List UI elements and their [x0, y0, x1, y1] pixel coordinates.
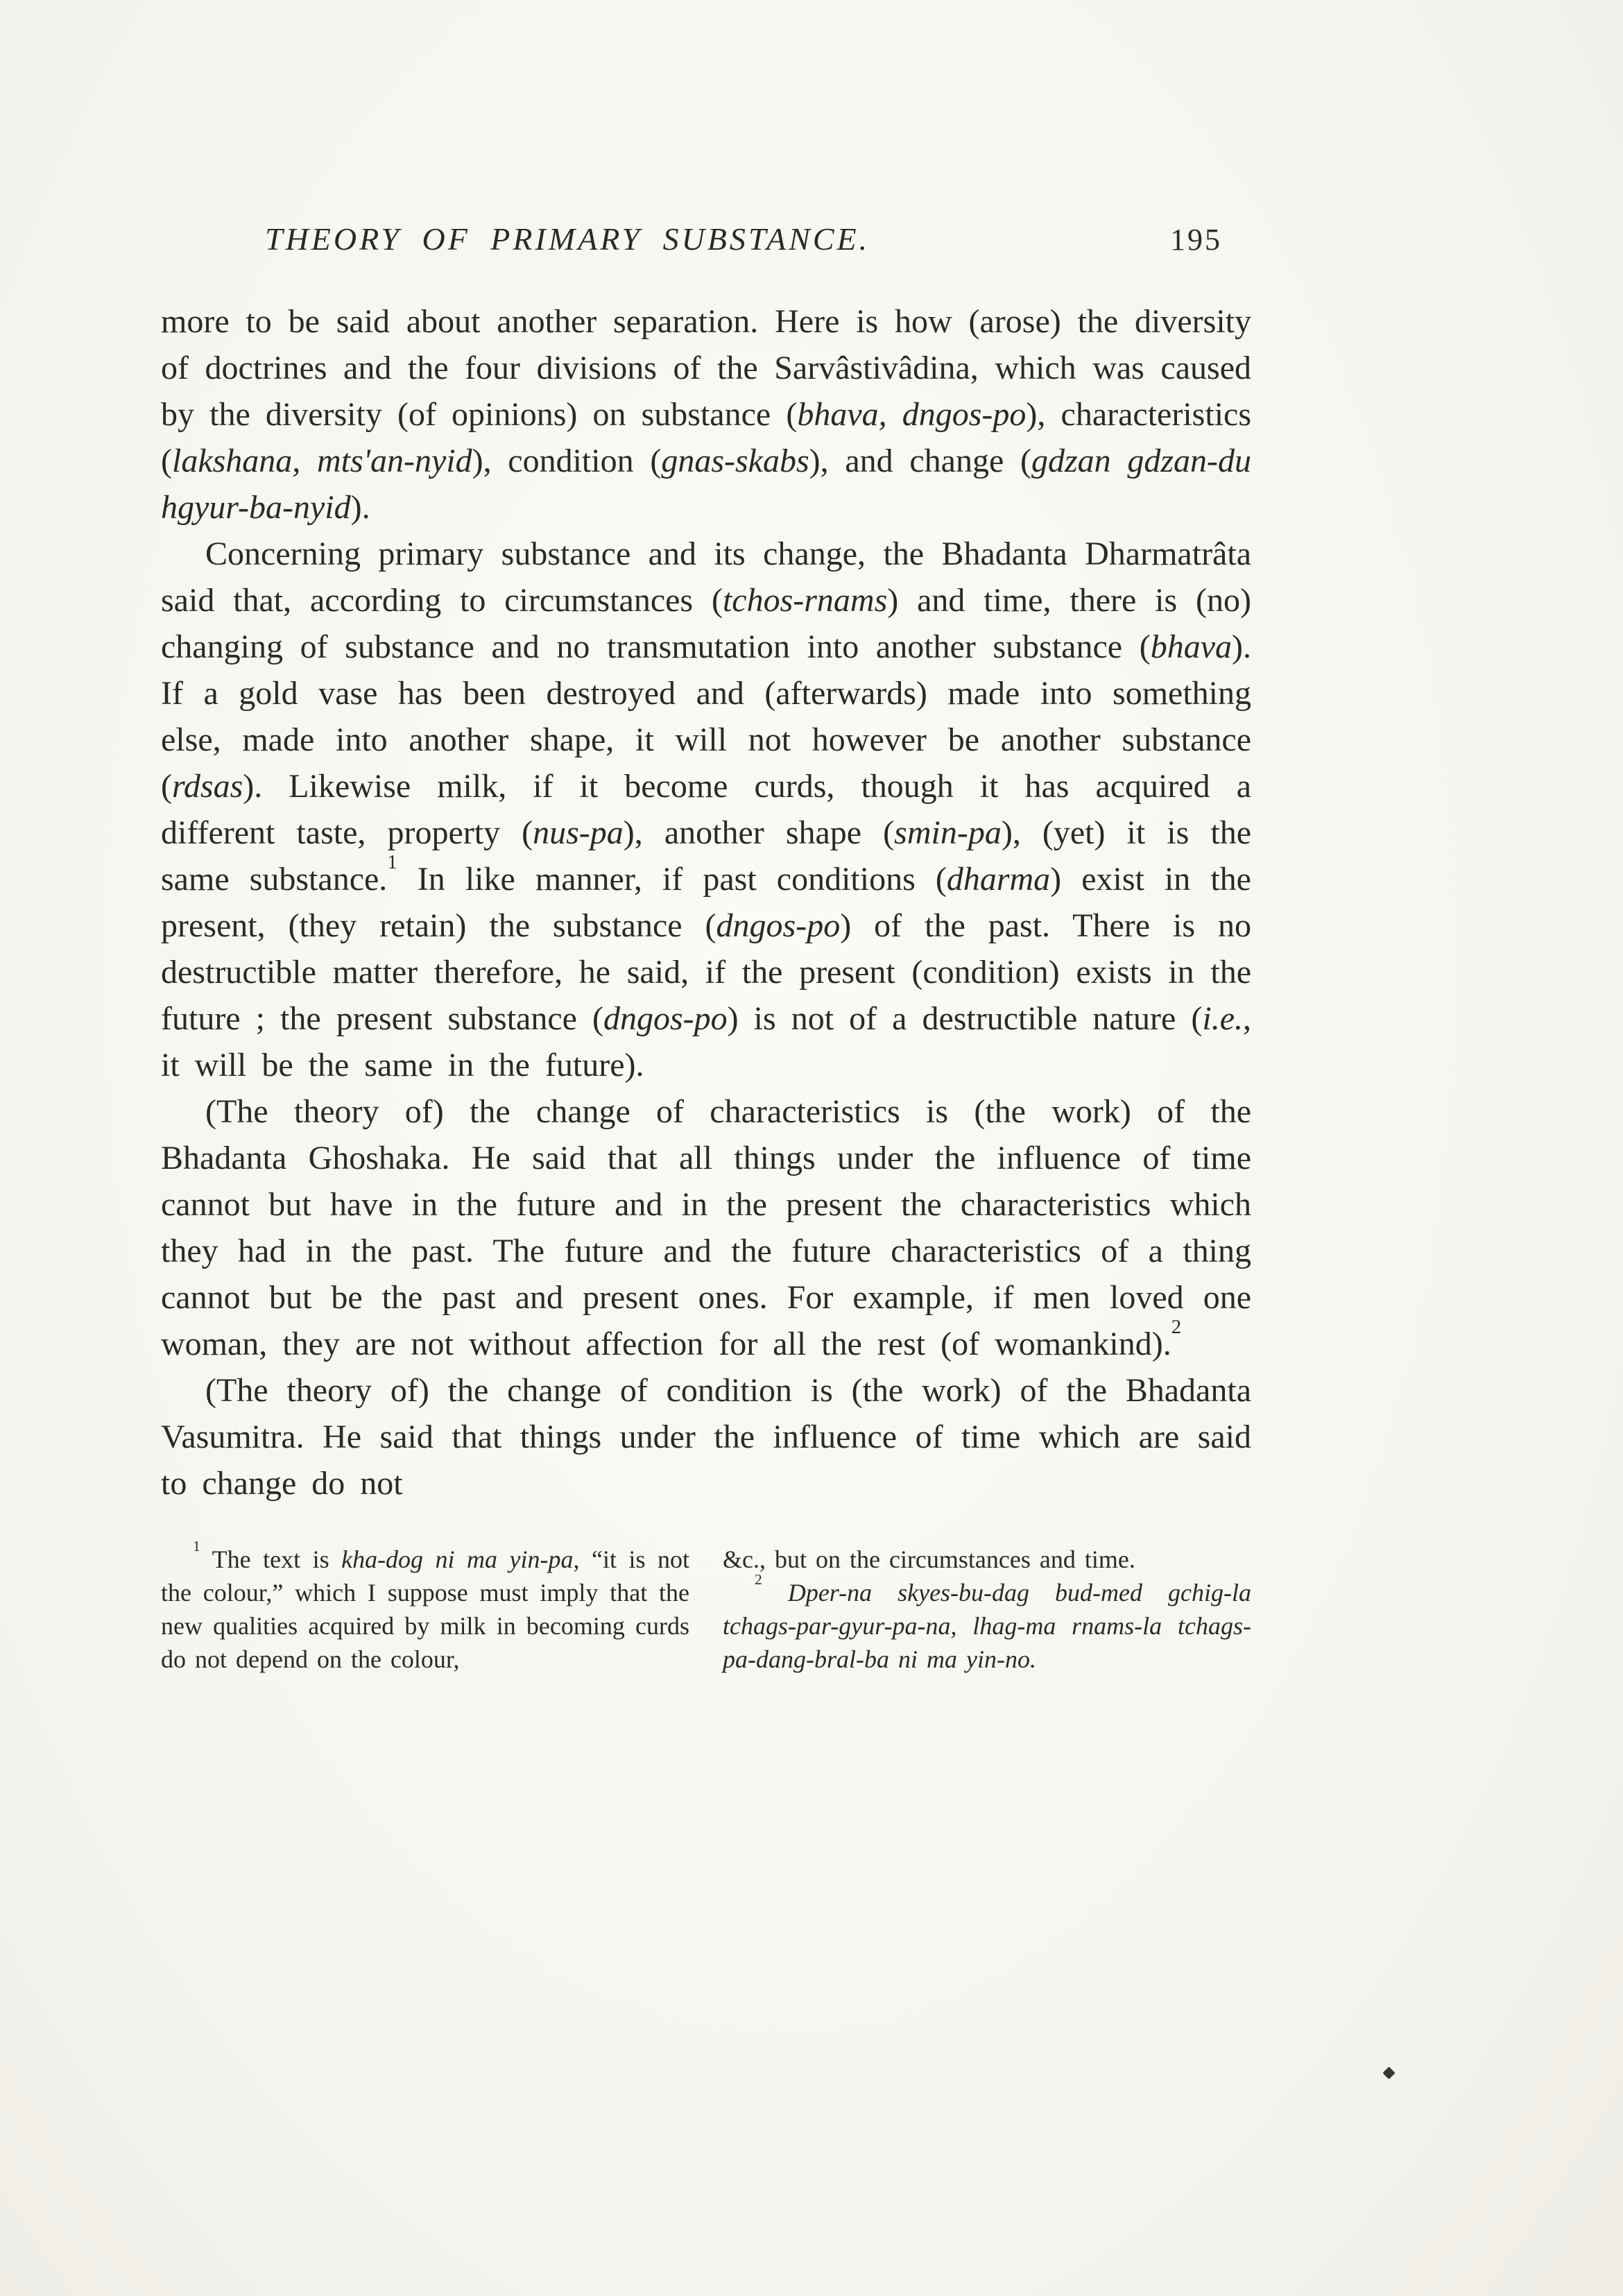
page-number: 195 — [1170, 223, 1222, 257]
page-title: THEORY OF PRIMARY SUBSTANCE. — [265, 221, 870, 257]
text-block — [161, 221, 1251, 1676]
paragraph-vasumitra: (The theory of) the change of condition is (the work) of the Bhadanta Vasumitra. He said that things under the influence of time which are said to change do not — [161, 1372, 1251, 1502]
footnotes — [161, 1538, 1252, 1676]
page-body — [161, 298, 1251, 1507]
footnote-1-continued: &c., but on the circumstances and time. — [723, 1545, 1135, 1573]
paragraph-continuation: more to be said about another separation. Here is how (arose) the diversity of doctrines and the four divisions of the Sarvâstivâdina, which was caused by the diversity (of opinions) on substance (bhava, dngos-po), characteristics (lakshana, mts'an-nyid), condition (gnas-skabs), and change (gdzan gdzan-du hgyur-ba-nyid). — [161, 303, 1252, 526]
paragraph-ghoshaka: (The theory of) the change of characteristics is (the work) of the Bhadanta Ghoshaka. He said that all things under the influence of time cannot but have in the future and in the present the characteristics which they had in the past. The future and the future characteristics of a thing cannot but be the past and present ones. For example, if men loved one woman, they are not without affection for all the rest (of womankind).$^2$ — [161, 1093, 1251, 1362]
footnote-column-right — [723, 1543, 1251, 1676]
footnote-1: $^1$ The text is kha-dog ni ma yin-pa, “it is not the colour,” which I suppose must imply that the new qualities acquired by milk in becoming curds do not depend on the colour, — [161, 1538, 689, 1673]
paragraph-dharmatrata: Concerning primary substance and its change, the Bhadanta Dharmatrâta said that, according to circumstances (tchos-rnams) and time, there is (no) changing of substance and no transmutation into another substance (bhava). If a gold vase has been destroyed and (afterwards) made into something else, made into another shape, it will not however be another substance (rdsas). Likewise milk, if it become curds, though it has acquired a different taste, property (nus-pa), another shape (smin-pa), (yet) it is the same substance.$^1$ In like manner, if past conditions (dharma) exist in the present, (they retain) the substance (dngos-po) of the past. There is no destructible matter therefore, he said, if the present (condition) exists in the future ; the present substance (dngos-po) is not of a destructible nature (i.e., it will be the same in the future). — [161, 536, 1251, 1083]
footnote-2: $^2$ Dper-na skyes-bu-dag bud-med gchig-la tchags-par-gyur-pa-na, lhag-ma rnams-la tchags-pa-dang-bral-ba ni ma yin-no. — [723, 1571, 1252, 1673]
ink-speck — [1382, 2066, 1395, 2079]
running-head — [161, 221, 1251, 264]
footnote-column-left — [161, 1538, 689, 1676]
